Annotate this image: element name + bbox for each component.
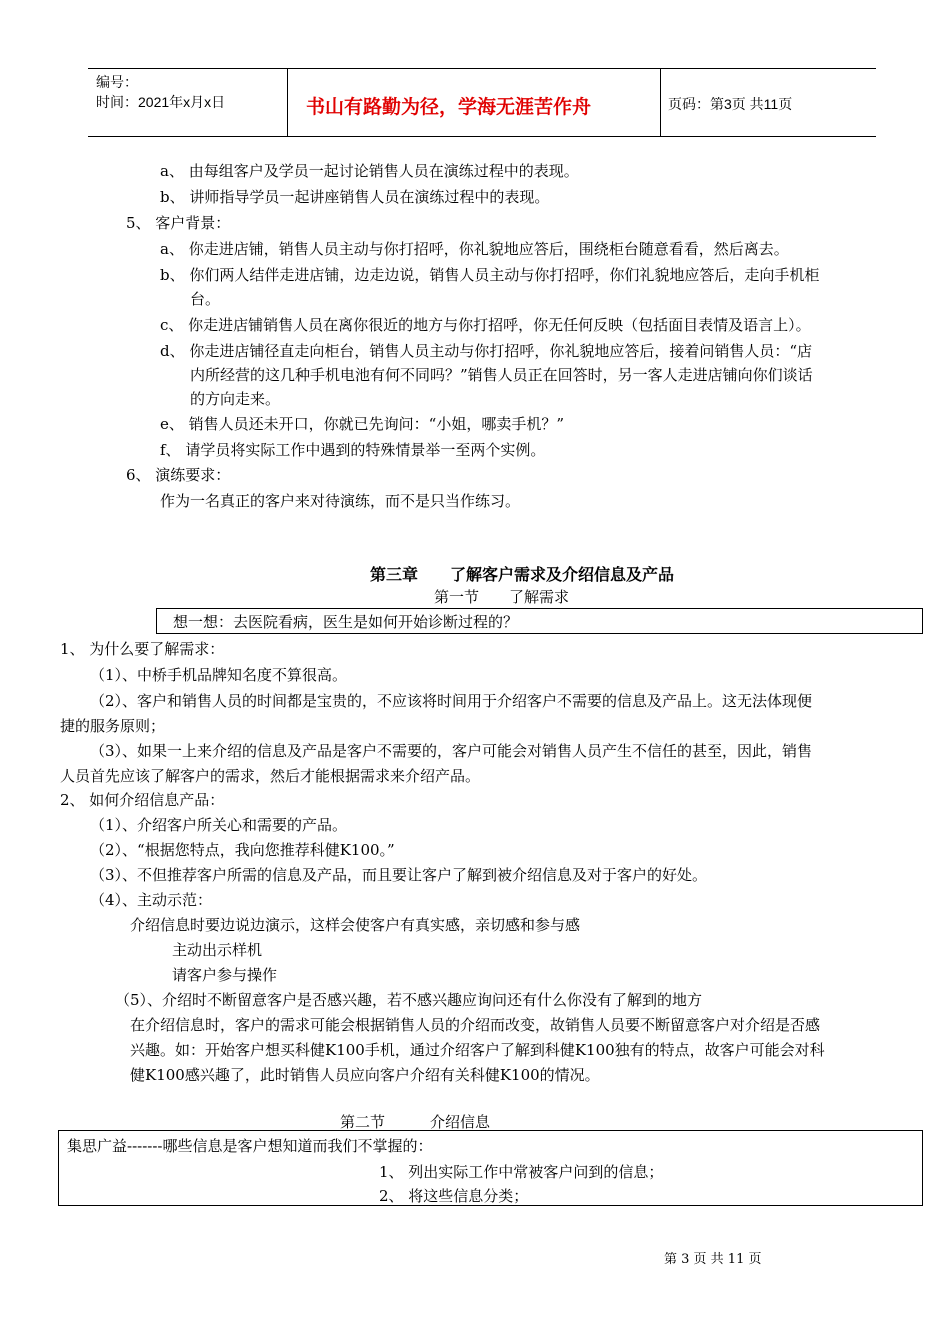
section-title: 第一节 了解需求 — [434, 588, 570, 606]
think-box — [156, 608, 923, 634]
paragraph: 捷的服务原则； — [60, 717, 166, 735]
header-top-rule — [88, 68, 876, 69]
time-label: 时间：2021年x月x日 — [96, 94, 226, 110]
header-bottom-rule — [88, 136, 876, 137]
brainstorm-box-title: 集思广益-------哪些信息是客户想知道而我们不掌握的： — [67, 1137, 433, 1155]
list-item: d、 你走进店铺径直走向柜台，销售人员主动与你打招呼，你礼貌地应答后，接着问销售人员：“店 — [160, 342, 813, 360]
paragraph: （3）、不但推荐客户所需的信息及产品，而且要让客户了解到被介绍信息及对于客户的好处。 — [90, 866, 708, 884]
paragraph: （2）、客户和销售人员的时间都是宝贵的，不应该将时间用于介绍客户不需要的信息及产品上。这无法体现便 — [90, 692, 813, 710]
section-heading: 1、 为什么要了解需求： — [60, 640, 225, 658]
paragraph: （3）、如果一上来介绍的信息及产品是客户不需要的，客户可能会对销售人员产生不信任的甚至，因此，销售 — [90, 742, 813, 760]
section-title: 第二节 介绍信息 — [340, 1113, 491, 1131]
header-divider-left — [287, 68, 288, 136]
paragraph: （5）、介绍时不断留意客户是否感兴趣，若不感兴趣应询问还有什么你没有了解到的地方 — [115, 991, 703, 1009]
list-item: c、 你走进店铺销售人员在离你很近的地方与你打招呼，你无任何反映（包括面目表情及语言上）。 — [160, 316, 811, 334]
list-item-continuation: 内所经营的这几种手机电池有何不同吗？”销售人员正在回答时，另一客人走进店铺向你们谈话 — [190, 366, 813, 384]
section-heading: 6、 演练要求： — [126, 466, 231, 484]
paragraph: 健K100感兴趣了，此时销售人员应向客户介绍有关科健K100的情况。 — [130, 1066, 600, 1084]
paragraph: 作为一名真正的客户来对待演练，而不是只当作练习。 — [160, 492, 521, 510]
serial-label: 编号： — [96, 74, 138, 90]
list-item: f、 请学员将实际工作中遇到的特殊情景举一至两个实例。 — [160, 441, 546, 459]
paragraph: （4）、主动示范： — [90, 891, 213, 909]
paragraph: 介绍信息时要边说边演示，这样会使客户有真实感，亲切感和参与感 — [130, 916, 581, 934]
section-heading: 5、 客户背景： — [126, 214, 231, 232]
paragraph: 人员首先应该了解客户的需求，然后才能根据需求来介绍产品。 — [60, 767, 481, 785]
section-heading: 2、 如何介绍信息产品： — [60, 791, 225, 809]
header-divider-right — [660, 68, 661, 136]
list-item: b、 你们两人结伴走进店铺，边走边说，销售人员主动与你打招呼，你们礼貌地应答后，走向手机柜 — [160, 266, 820, 284]
paragraph: 在介绍信息时，客户的需求可能会根据销售人员的介绍而改变，故销售人员要不断留意客户对介绍是否感 — [130, 1016, 821, 1034]
paragraph: （1）、中桥手机品牌知名度不算很高。 — [90, 666, 348, 684]
brainstorm-item: 2、 将这些信息分类； — [379, 1187, 529, 1205]
list-item: e、 销售人员还未开口，你就已先询问：“小姐，哪卖手机？” — [160, 415, 564, 433]
list-item: a、 由每组客户及学员一起讨论销售人员在演练过程中的表现。 — [160, 162, 579, 180]
list-item-continuation: 的方向走来。 — [190, 390, 281, 408]
think-box-text: 想一想：去医院看病，医生是如何开始诊断过程的？ — [173, 613, 519, 631]
paragraph: 主动出示样机 — [172, 941, 263, 959]
list-item-continuation: 台。 — [190, 290, 221, 308]
page-footer: 第 3 页 共 11 页 — [664, 1252, 762, 1267]
list-item: a、 你走进店铺，销售人员主动与你打招呼，你礼貌地应答后，围绕柜台随意看看，然后离去。 — [160, 240, 789, 258]
brainstorm-item: 1、 列出实际工作中常被客户问到的信息； — [379, 1163, 664, 1181]
paragraph: （2）、“根据您特点，我向您推荐科健K100。” — [90, 841, 395, 859]
page-label: 页码：第3页 共11页 — [668, 96, 793, 112]
list-item: b、 讲师指导学员一起讲座销售人员在演练过程中的表现。 — [160, 188, 550, 206]
chapter-title: 第三章 了解客户需求及介绍信息及产品 — [370, 565, 675, 584]
brainstorm-box — [58, 1130, 923, 1206]
paragraph: 兴趣。如：开始客户想买科健K100手机，通过介绍客户了解到科健K100独有的特点，故客户可能会对科 — [130, 1041, 825, 1059]
paragraph: 请客户参与操作 — [172, 966, 278, 984]
header-slogan: 书山有路勤为径，学海无涯苦作舟 — [306, 96, 592, 118]
paragraph: （1）、介绍客户所关心和需要的产品。 — [90, 816, 348, 834]
